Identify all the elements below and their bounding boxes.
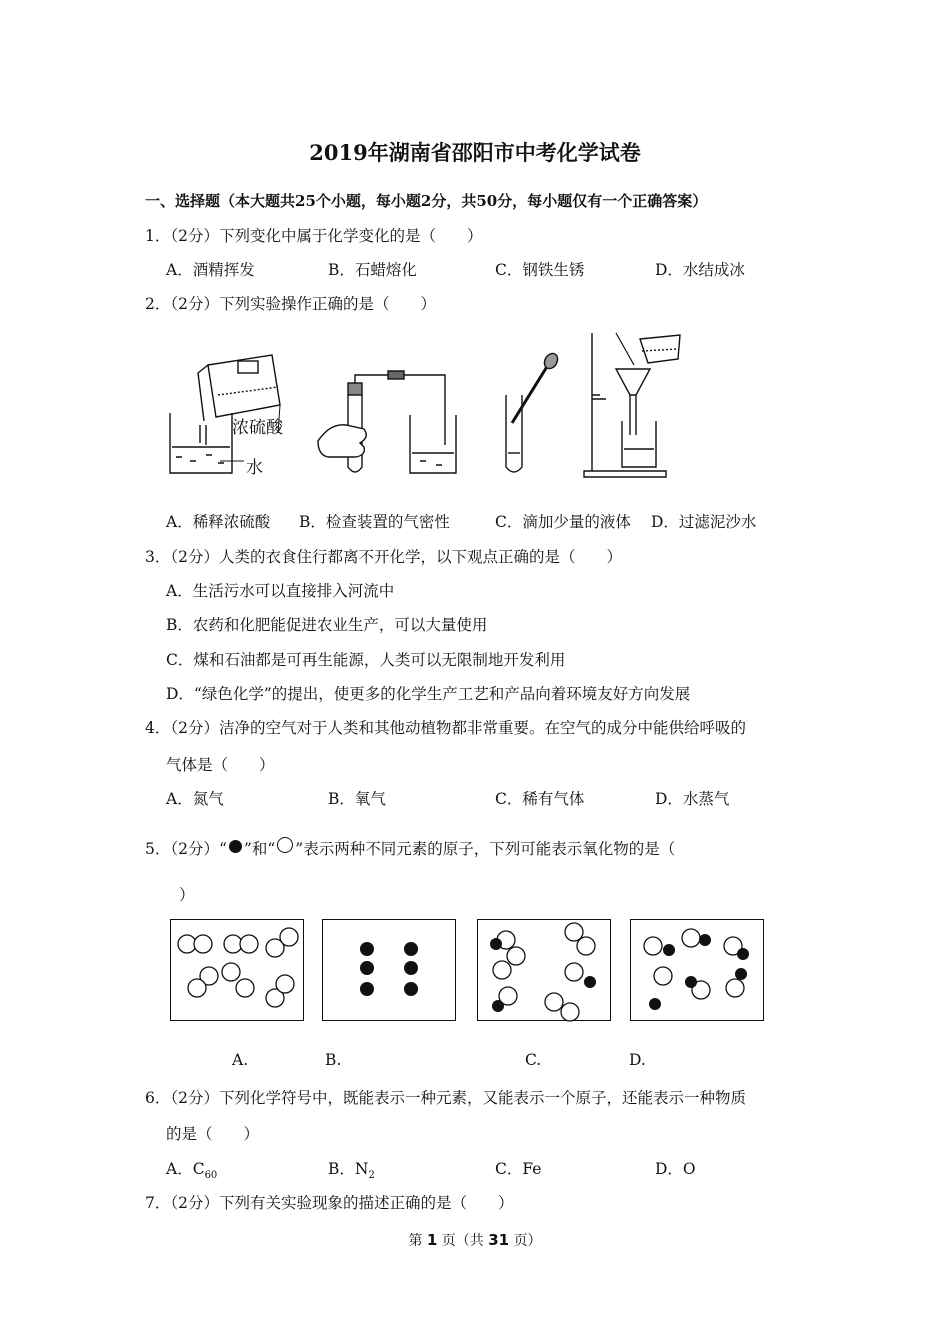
q5-stem-part2: ”和“	[243, 840, 276, 858]
q2-option-d[interactable]: D．过滤泥沙水	[651, 513, 757, 531]
molecules-b	[323, 920, 455, 1020]
q5-diagram-a[interactable]	[170, 919, 304, 1021]
q1-option-d[interactable]: D．水结成冰	[655, 261, 745, 279]
q2-option-c[interactable]: C．滴加少量的液体	[495, 513, 631, 531]
question-1-stem: 1．（2分）下列变化中属于化学变化的是（ ）	[145, 227, 483, 245]
q4-option-d[interactable]: D．水蒸气	[655, 790, 730, 808]
q6-option-b-subscript: 2	[368, 1170, 375, 1182]
molecules-c	[478, 920, 610, 1020]
q2-option-b[interactable]: B．检查装置的气密性	[299, 513, 450, 531]
q6-option-a-subscript: 60	[204, 1170, 218, 1182]
q4-option-c[interactable]: C．稀有气体	[495, 790, 585, 808]
molecules-a	[171, 920, 303, 1020]
q5-stem-part1: 5．（2分）“	[145, 840, 227, 858]
label-water: 水	[246, 458, 263, 478]
question-6-stem-line1: 6．（2分）下列化学符号中，既能表示一种元素，又能表示一个原子，还能表示一种物质	[145, 1089, 746, 1107]
q4-option-a[interactable]: A．氮气	[166, 790, 224, 808]
q3-option-c[interactable]: C．煤和石油都是可再生能源，人类可以无限制地开发利用	[166, 651, 566, 669]
q3-option-b[interactable]: B．农药和化肥能促进农业生产，可以大量使用	[166, 616, 488, 634]
question-2-stem: 2．（2分）下列实验操作正确的是（ ）	[145, 295, 436, 313]
q6-option-c[interactable]: C．Fe	[495, 1160, 542, 1178]
dilute-acid-figure	[170, 355, 280, 473]
q6-option-a[interactable]	[166, 1157, 217, 1181]
question-7-stem: 7．（2分）下列有关实验现象的描述正确的是（ ）	[145, 1194, 514, 1212]
q4-option-b[interactable]: B．氧气	[328, 790, 386, 808]
q3-option-a[interactable]: A．生活污水可以直接排入河流中	[166, 582, 395, 600]
filled-atom-icon	[229, 840, 242, 853]
q1-option-a[interactable]: A．酒精挥发	[166, 261, 255, 279]
q5-stem-part3: ”表示两种不同元素的原子，下列可能表示氧化物的是（	[295, 840, 676, 858]
molecules-d	[631, 920, 763, 1020]
footer-mid: 页（共	[441, 1233, 484, 1249]
q1-option-b[interactable]: B．石蜡熔化	[328, 261, 417, 279]
page-title: 2019年湖南省邵阳市中考化学试卷	[309, 140, 641, 165]
q2-option-a[interactable]: A．稀释浓硫酸	[166, 513, 271, 531]
q5-option-a[interactable]: A.	[232, 1051, 249, 1069]
q6-option-b-text: B．N	[328, 1160, 369, 1178]
q1-option-c[interactable]: C．钢铁生锈	[495, 261, 585, 279]
question-3-stem: 3．（2分）人类的衣食住行都离不开化学，以下观点正确的是（ ）	[145, 548, 622, 566]
section-heading: 一、选择题（本大题共25个小题，每小题2分，共50分，每小题仅有一个正确答案）	[145, 192, 708, 210]
q5-diagram-c[interactable]	[477, 919, 611, 1021]
filtration-figure	[584, 333, 680, 477]
q6-option-b[interactable]	[328, 1157, 375, 1181]
page-footer	[0, 1230, 950, 1250]
dropper-figure	[506, 351, 560, 472]
question-4-stem-line1: 4．（2分）洁净的空气对于人类和其他动植物都非常重要。在空气的成分中能供给呼吸的	[145, 719, 746, 737]
question-5-stem	[145, 837, 675, 859]
airtight-check-figure	[318, 371, 456, 473]
footer-page-number: 1	[426, 1231, 438, 1249]
footer-post: 页）	[513, 1233, 542, 1249]
label-conc-acid: 浓硫酸	[232, 418, 283, 438]
footer-total-pages: 31	[488, 1231, 510, 1249]
q5-diagram-d[interactable]	[630, 919, 764, 1021]
q5-option-b[interactable]: B.	[325, 1051, 342, 1069]
q3-option-d[interactable]: D．“绿色化学”的提出，使更多的化学生产工艺和产品向着环境友好方向发展	[166, 685, 691, 703]
question-4-stem-line2: 气体是（ ）	[166, 756, 275, 774]
footer-pre: 第	[408, 1233, 423, 1249]
q6-option-d[interactable]: D．O	[655, 1160, 696, 1178]
q2-lab-figure	[160, 325, 700, 485]
q5-diagram-b[interactable]	[322, 919, 456, 1021]
q5-option-d[interactable]: D.	[629, 1051, 646, 1069]
hollow-atom-icon	[277, 837, 293, 853]
q6-option-a-text: A．C	[166, 1160, 205, 1178]
question-6-stem-line2: 的是（ ）	[166, 1125, 260, 1143]
question-5-stem-line2: ）	[179, 886, 195, 904]
q5-option-c[interactable]: C.	[525, 1051, 542, 1069]
